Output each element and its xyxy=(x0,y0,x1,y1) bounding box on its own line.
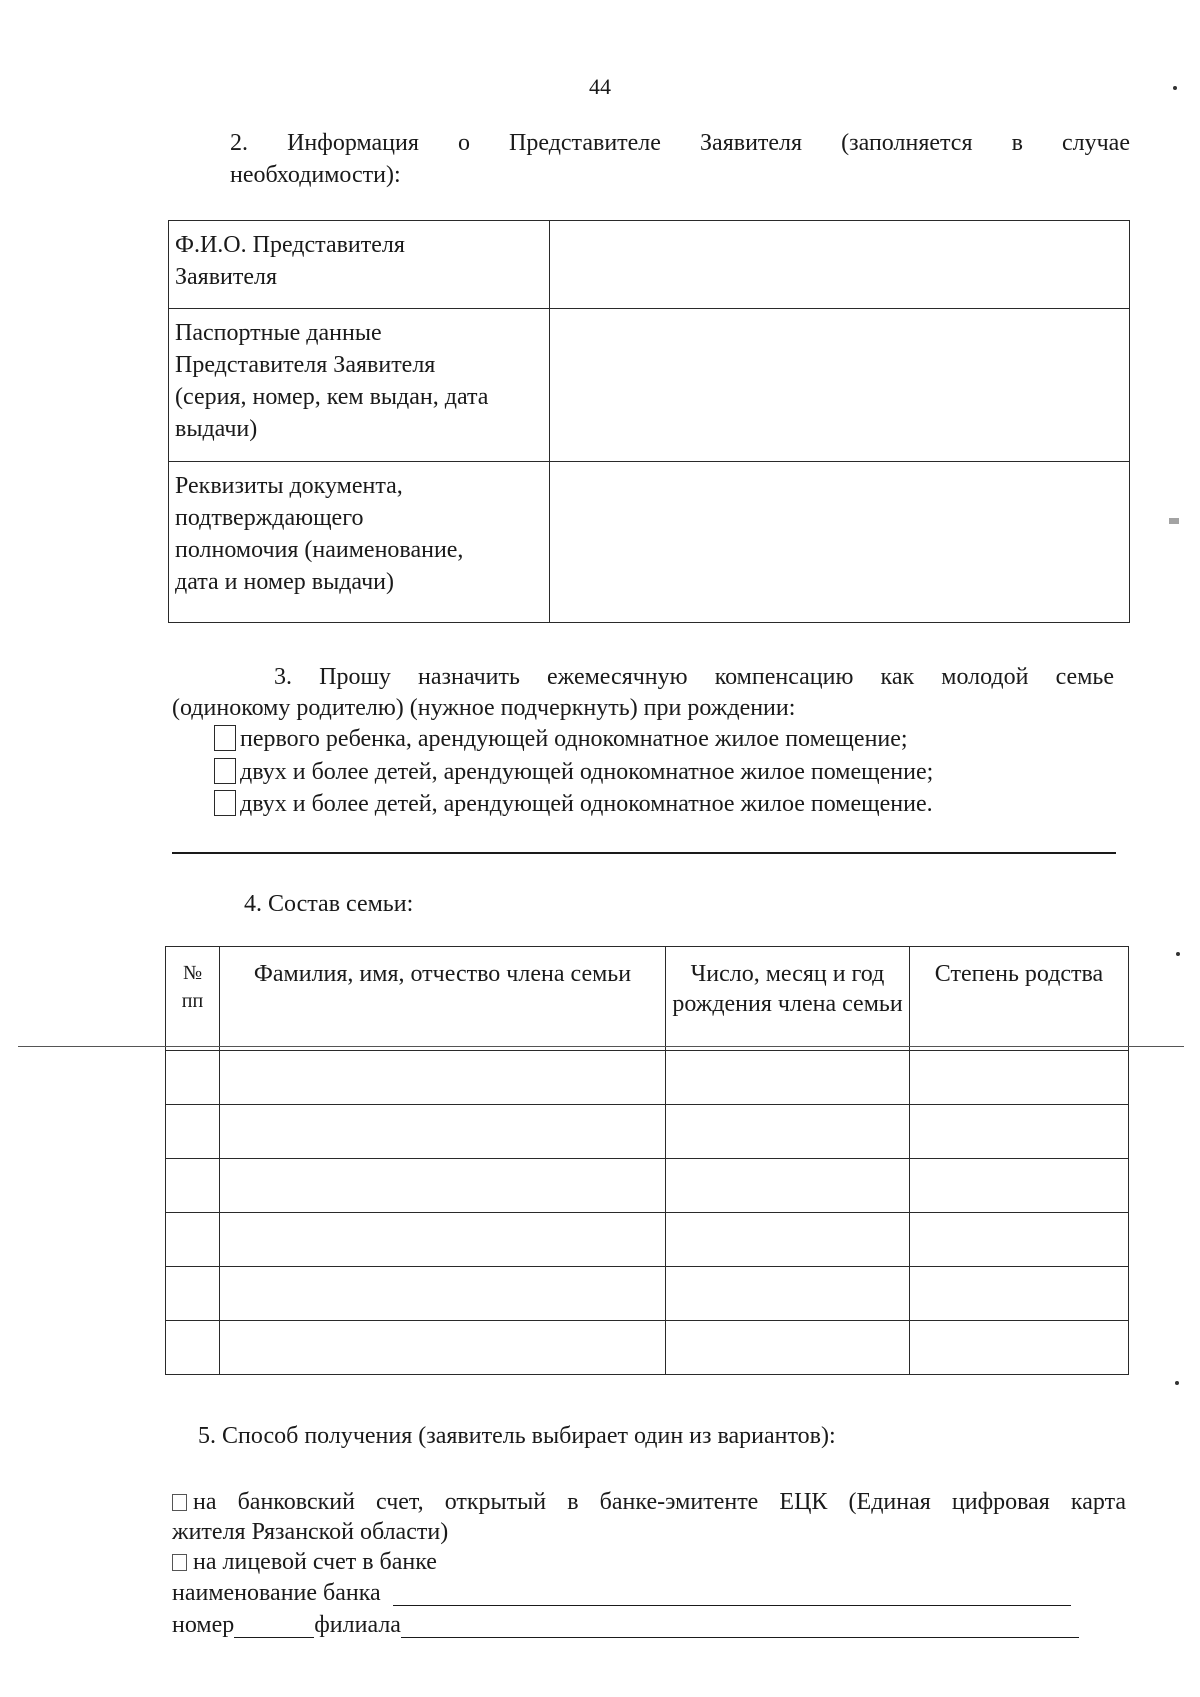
bank-name-row xyxy=(172,1578,1071,1608)
label-line: Ф.И.О. Представителя xyxy=(175,232,405,258)
field-authority-document[interactable] xyxy=(550,462,1130,623)
branch-field[interactable] xyxy=(401,1613,1079,1638)
label-representative-name xyxy=(169,221,550,309)
table-row xyxy=(166,1105,1129,1159)
checkbox[interactable] xyxy=(214,790,236,816)
header-line: пп xyxy=(181,990,204,1012)
cell-relation[interactable] xyxy=(910,1159,1129,1213)
option-label: двух и более детей, арендующей однокомнатное жилое помещение; xyxy=(240,759,934,785)
page-number: 44 xyxy=(589,74,611,99)
table-row xyxy=(166,1321,1129,1375)
option-bank-account-continued: жителя Рязанской области) xyxy=(172,1519,449,1545)
option-label: на лицевой счет в банке xyxy=(193,1549,437,1575)
cell-number[interactable] xyxy=(166,1159,220,1213)
cell-name[interactable] xyxy=(220,1321,666,1375)
cell-number[interactable] xyxy=(166,1213,220,1267)
section5-heading: 5. Способ получения (заявитель выбирает один из вариантов): xyxy=(198,1423,836,1449)
label-passport-data xyxy=(169,309,550,462)
label-line: выдачи) xyxy=(175,416,258,442)
cell-name[interactable] xyxy=(220,1159,666,1213)
branch-row xyxy=(172,1610,1079,1640)
label-line: подтверждающего xyxy=(175,505,364,531)
scan-artifact-speck xyxy=(1175,1381,1179,1385)
label-line: Заявителя xyxy=(175,264,278,290)
checkbox[interactable] xyxy=(214,758,236,784)
cell-name[interactable] xyxy=(220,1267,666,1321)
table-row xyxy=(166,1213,1129,1267)
section3-heading-line1: 3. Прошу назначить ежемесячную компенсацию как молодой семье xyxy=(274,664,1114,690)
checkbox[interactable] xyxy=(214,725,236,751)
number-field[interactable] xyxy=(234,1613,314,1638)
column-header-name: Фамилия, имя, отчество члена семьи xyxy=(220,947,666,1051)
number-label: номер xyxy=(172,1612,235,1638)
cell-birth[interactable] xyxy=(666,1159,910,1213)
cell-relation[interactable] xyxy=(910,1051,1129,1105)
cell-number[interactable] xyxy=(166,1321,220,1375)
checkbox[interactable] xyxy=(172,1554,187,1571)
cell-relation[interactable] xyxy=(910,1213,1129,1267)
label-line: полномочия (наименование, xyxy=(175,537,464,563)
bank-name-field[interactable] xyxy=(393,1581,1071,1606)
label-line: дата и номер выдачи) xyxy=(175,569,395,595)
option-personal-account[interactable] xyxy=(172,1547,437,1577)
underline-blank[interactable] xyxy=(172,852,1116,854)
cell-number[interactable] xyxy=(166,1051,220,1105)
option-label: двух и более детей, арендующей однокомнатное жилое помещение. xyxy=(240,791,933,817)
table-row xyxy=(166,1159,1129,1213)
option-bank-account[interactable] xyxy=(172,1487,1126,1517)
scan-artifact-speck xyxy=(1173,86,1177,90)
column-header-relation: Степень родства xyxy=(910,947,1129,1051)
cell-number[interactable] xyxy=(166,1105,220,1159)
table-row xyxy=(166,1051,1129,1105)
field-passport-data[interactable] xyxy=(550,309,1130,462)
option-label: на банковский счет, открытый в банке-эмитенте ЕЦК (Единая цифровая карта xyxy=(193,1489,1126,1515)
option-first-child[interactable] xyxy=(214,724,908,754)
section2-heading-line2: необходимости): xyxy=(230,162,401,188)
section3-heading-line2: (одинокому родителю) (нужное подчеркнуть) при рождении: xyxy=(172,695,796,721)
section2-heading-line1: 2. Информация о Представителе Заявителя (заполняется в случае xyxy=(230,130,1130,156)
cell-birth[interactable] xyxy=(666,1213,910,1267)
cell-name[interactable] xyxy=(220,1105,666,1159)
family-table xyxy=(165,946,1129,1375)
cell-birth[interactable] xyxy=(666,1267,910,1321)
table-row xyxy=(166,1267,1129,1321)
cell-relation[interactable] xyxy=(910,1321,1129,1375)
label-line: Представителя Заявителя xyxy=(175,352,436,378)
bank-name-label: наименование банка xyxy=(172,1580,381,1606)
representative-table xyxy=(168,220,1130,623)
cell-birth[interactable] xyxy=(666,1321,910,1375)
scan-artifact-speck xyxy=(1169,518,1179,524)
cell-name[interactable] xyxy=(220,1213,666,1267)
label-authority-document xyxy=(169,462,550,623)
cell-relation[interactable] xyxy=(910,1267,1129,1321)
cell-relation[interactable] xyxy=(910,1105,1129,1159)
label-line: Паспортные данные xyxy=(175,320,382,346)
column-header-birth: Число, месяц и год рождения члена семьи xyxy=(666,947,910,1051)
section4-heading: 4. Состав семьи: xyxy=(244,891,414,917)
option-two-children-a[interactable] xyxy=(214,757,933,787)
label-line: Реквизиты документа, xyxy=(175,473,403,499)
column-header-number xyxy=(166,947,220,1051)
scan-artifact-speck xyxy=(1176,952,1180,956)
cell-name[interactable] xyxy=(220,1051,666,1105)
option-two-children-b[interactable] xyxy=(214,789,933,819)
option-label: первого ребенка, арендующей однокомнатное жилое помещение; xyxy=(240,726,908,752)
checkbox[interactable] xyxy=(172,1494,187,1511)
header-line: № xyxy=(182,962,203,984)
cell-number[interactable] xyxy=(166,1267,220,1321)
cell-birth[interactable] xyxy=(666,1105,910,1159)
label-line: (серия, номер, кем выдан, дата xyxy=(175,384,489,410)
field-representative-name[interactable] xyxy=(550,221,1130,309)
scan-artifact-line xyxy=(18,1046,1184,1047)
cell-birth[interactable] xyxy=(666,1051,910,1105)
branch-label: филиала xyxy=(314,1612,401,1638)
